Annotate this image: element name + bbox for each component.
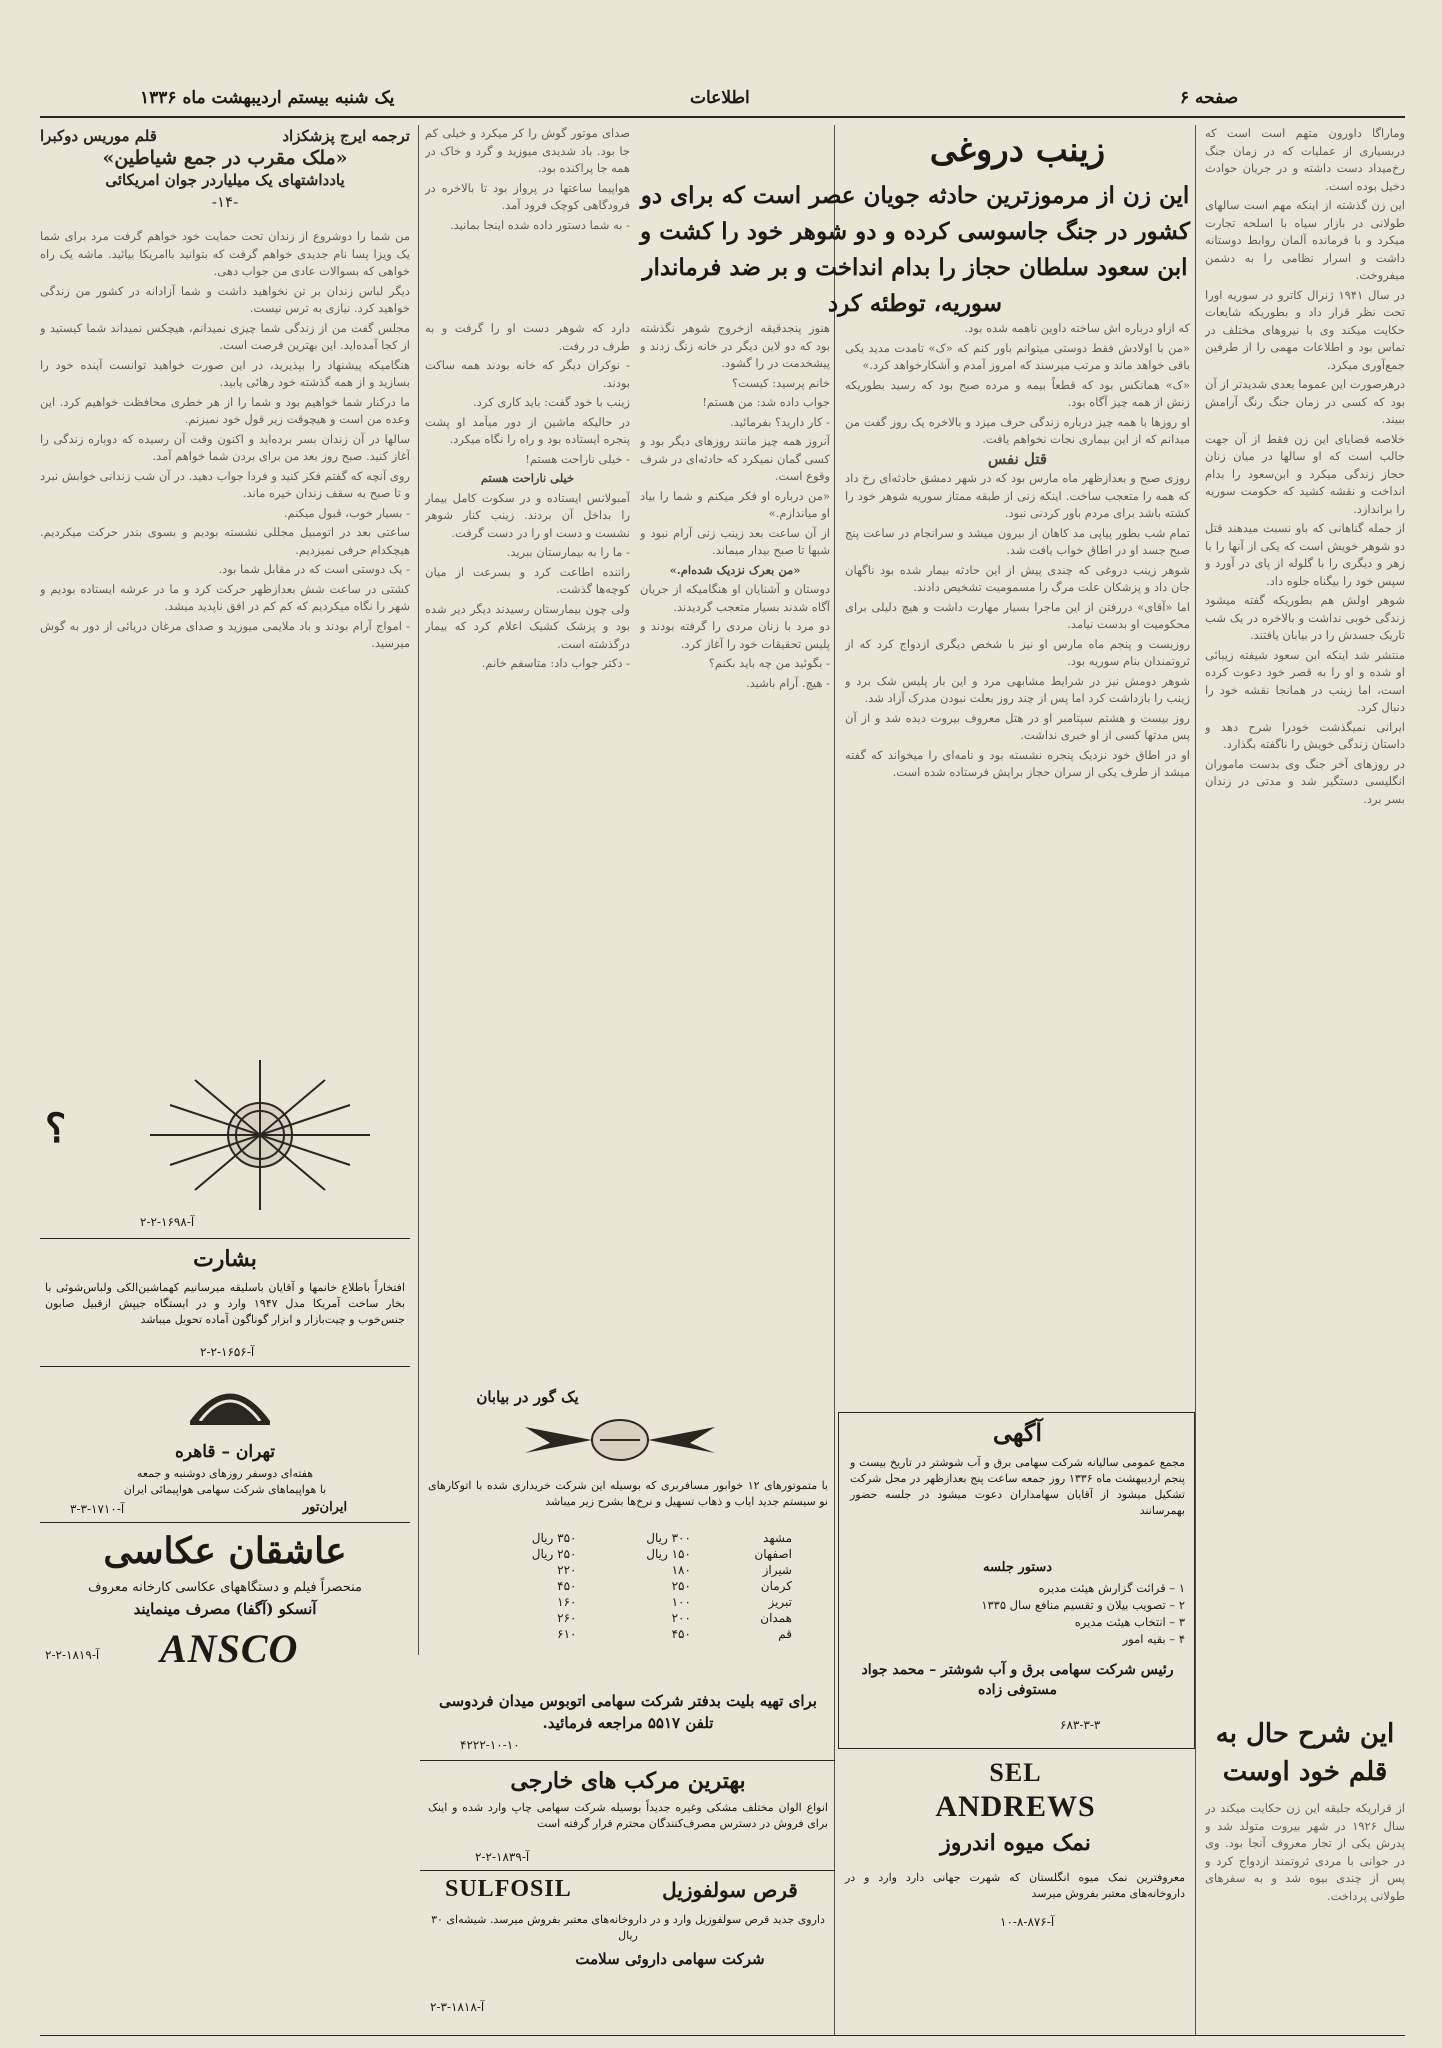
sulfosil-body: داروی جدید قرص سولفوزیل وارد و در داروخانه‌های معتبر بفروش میرسد. شیشه‌ای ۳۰ ریال xyxy=(431,1913,825,1942)
foreign-drinks-title: بهترین مرکب های خارجی xyxy=(510,1768,746,1794)
route-car-fare: ۱۰۰ xyxy=(671,1595,691,1609)
issue-date: یک شنبه بیستم اردیبهشت ماه ۱۳۳۶ xyxy=(140,88,395,108)
basharat-title: بشارت xyxy=(193,1246,257,1272)
route-city: تبریز xyxy=(768,1595,792,1609)
route-car-fare: ۱۸۰ xyxy=(671,1563,691,1577)
feature-column-left: دارد که شوهر دست او را گرفت و به طرف در رفت. - نوکران دیگر که خانه بودند همه ساکت بودند. زینب با خود گفت: باید کاری کرد. در حالیکه ماشین از دور میآمد او پشت پنجره ایستاده بود و راه را نگاه میکرد. - خیلی ناراحت هستم! خیلی ناراحت هستم آمبولانس ایستاده و در سکوت کامل بیمار را بداخل آن بردند. زینب کنار شوهر نشست و دست او را در دست گرفت. - ما را به بیمارستان ببرید. راننده اطاعت کرد و بسرعت از میان کوچه‌ها گذشت. ولی چون بیمارستان رسیدند دیگر دیر شده بود و پزشک کشیک اعلام کرد که بیمار درگذشته است. - دکتر جواب داد: متاسفم خانم. xyxy=(425,321,630,670)
route-bus-fare: ۲۶۰ xyxy=(557,1611,577,1625)
section-heading-grave: یک گور در بیابان xyxy=(476,1388,579,1406)
serial-author: قلم موریس دوکبرا xyxy=(40,127,157,145)
sulfosil-title-fa: قرص سولفوزیل xyxy=(662,1878,798,1902)
airline-code: ۴۲۲۲-۱۰-۱۰ xyxy=(460,1738,520,1752)
serial-title: «ملک مقرب در جمع شیاطین» xyxy=(102,147,348,169)
route-city: مشهد xyxy=(763,1531,792,1545)
tehran-cairo-code: آ-۱۷۱۰-۳-۳ xyxy=(70,1502,125,1516)
route-bus-fare: ۴۵۰ xyxy=(557,1579,577,1593)
route-car-fare: ۲۵۰ xyxy=(671,1579,691,1593)
agahi-signature: رئیس شرکت سهامی برق و آب شوشتر – محمد جواد مستوفی زاده xyxy=(861,1662,1174,1698)
route-bus-fare: ۱۶۰ xyxy=(557,1595,577,1609)
ansco-title: عاشقان عکاسی xyxy=(103,1530,347,1572)
route-row xyxy=(470,1610,800,1626)
tehran-cairo-line2: با هواپیماهای شرکت سهامی هواپیمائی ایران xyxy=(123,1483,327,1496)
serial-body: من شما را دوشروع از زندان تحت حمایت خود خواهم گرفت مرد برای شما یک ویزا پسا نام جدیدی خواهم گرفت که بتوانید باامریکا بیائید. ماشه یک راه خواهی که بسوالات عادی من جواب دهی. دیگر لباس زندان بر تن نخواهید داشت و شما آزادانه در کشور من زندگی خواهید کرد. نیازی به ترس نیست. مجلس گفت من از زندگی شما چیزی نمیدانم، هیچکس نمیداند شما کیستید و از کجا آمده‌اید. این بهترین فرصت است. هنگامیکه پیشنهاد را بپذیرید، در این صورت خواهید توانست آینده خود را بسازید و از همه گذشته خود رهائی یابید. ما درکنار شما خواهیم بود و شما را از هر خطری محافظت خواهیم کرد. این وعده من است و هیچوقت زیر قول خود نمیزنم. سالها در آن زندان بسر برده‌اید و اکنون وقت آن رسیده که دوباره زندگی را آغاز کنید. صبح روز بعد من برای بردن شما خواهم آمد. روی آنچه که گفتم فکر کنید و فردا جواب دهید. در آن شب زندانی خوابش نبرد و تا صبح به سقف زندان خیره ماند. - بسیار خوب، قبول میکنم. ساعتی بعد در اتومبیل مجللی نشسته بودیم و بسوی بندر حرکت میکردیم. هیچکدام حرفی نمیزدیم. - یک دوستی است که در مقابل شما بود. کشتی در ساعت شش بعدازظهر حرکت کرد و ما در عرشه ایستاده بودیم و شهر را نگاه میکردیم که کم کم در افق ناپدید میشد. - امواج آرام بودند و باد ملایمی میوزید و صدای مرغان دریائی از دور به گوش میرسید. xyxy=(40,229,410,650)
side-column-continued: از قراریکه جلیقه این زن حکایت میکند در سال ۱۹۲۶ در شهر بیروت متولد شد و پدرش یکی از تجار معروف آنجا بود. وی در جوانی با مردی ثروتمند ازدواج کرد و پس از چندی بیوه شد و به سفرهای طولانی پرداخت. xyxy=(1205,1801,1405,1903)
tehran-cairo-line1: هفته‌ای دوسفر روزهای دوشنبه و جمعه xyxy=(136,1467,314,1480)
sun-emblem-icon xyxy=(110,1055,410,1215)
route-city: قم xyxy=(778,1627,792,1641)
page-label: صفحه ۶ xyxy=(1180,88,1239,108)
ad-code: آ-۱۶۹۸-۲-۲ xyxy=(140,1215,195,1229)
column-divider xyxy=(418,125,419,1655)
agahi-agenda-item: ۱ – قرائت گزارش هیئت مدیره xyxy=(1038,1581,1185,1595)
route-row xyxy=(470,1626,800,1642)
masthead-rule xyxy=(40,116,1405,118)
serial-header xyxy=(40,125,410,220)
ansco-brand: ANSCO xyxy=(160,1626,299,1671)
andrews-en-line2: ANDREWS xyxy=(935,1790,1096,1823)
sulfosil-code: آ-۱۸۱۸-۳-۲ xyxy=(430,2000,485,2014)
column-divider xyxy=(1195,125,1196,2035)
route-city: کرمان xyxy=(760,1579,792,1593)
route-row xyxy=(470,1594,800,1610)
paper-name: اطلاعات xyxy=(690,88,750,108)
section-heading-murder: قتل نفس xyxy=(987,449,1048,468)
serial-translator: ترجمه ایرج پزشکزاد xyxy=(282,127,410,145)
agahi-agenda-item: ۳ – انتخاب هیئت مدیره xyxy=(1074,1615,1185,1629)
route-car-fare: ۳۰۰ ریال xyxy=(646,1531,691,1545)
airline-routes-table xyxy=(470,1530,800,1642)
basharat-code: آ-۱۶۵۶-۲-۲ xyxy=(200,1345,255,1359)
winged-logo-icon xyxy=(520,1415,720,1465)
route-bus-fare: ۲۵۰ ریال xyxy=(531,1547,577,1561)
airplane-logo-icon xyxy=(185,1376,275,1436)
feature-column-right: که ازاو درباره اش ساخته داوین ناهمه شده بود. «من با اولادش فقط دوستی میتوانم باور کنم که «ک» تامدت مدید یکی باقی خواهد ماند و مرتب میرسند که امروز آمدم و آشکارخواهد کرد.» «ک» همانکس بود که قطعاً بیمه و مرده صبح بود که رسید بطوریکه زنش از همه چیز آگاه بود. او روزها با همه چیز درباره زندگی حرف میزد و بالاخره یک روز گفت من میدانم که از این بیماری نجات نخواهم یافت. قتل نفس روزی صبح و بعدازظهر ماه مارس بود که در شهر دمشق حادثه‌ای رخ داد که همه را متعجب ساخت. اینکه زنی از طبقه ممتاز سوریه شوهر خود را کشته باشد برای مردم باور کردنی نبود. تمام شب بطور پیاپی مد کاهان از بیرون میشد و سرانجام در ساعت پنج صبح جسد او در اطاق خواب یافت شد. شوهر زینب دروغی که چندی پیش از این حادثه بیمار شده بود ناگهان جان داد و پزشکان علت مرگ را مسمومیت تشخیص دادند. اما «آقای» دررفتن از این ماجرا بسیار مهارت داشت و هیچ دلیلی برای محکومیت او بدست نیامد. روزیست و پنجم ماه مارس او نیز با شخص دیگری ازدواج کرد که از ثروتمندان بنام سوریه بود. شوهر دومش نیز در شرایط مشابهی مرد و این بار پلیس شک برد و زینب را بازداشت کرد اما پس از چند روز بعلت نبودن مدرک آزاد شد. روز بیست و هشتم سپتامبر او در هتل معروف بیروت دیده شد و از آن پس مدتها کسی از او خبری نداشت. او در اطاق خود نزدیک پنجره نشسته بود و نامه‌ای را میخواند که گفته میشد از طرف یکی از سران حجاز برایش فرستاده شده است. xyxy=(845,321,1190,779)
route-bus-fare: ۲۲۰ xyxy=(557,1563,577,1577)
foreign-drinks-code: آ-۱۸۳۹-۲-۲ xyxy=(475,1850,530,1864)
route-row xyxy=(470,1546,800,1562)
andrews-body: معروفترین نمک میوه انگلستان که شهرت جهانی دارد وارد و در داروخانه‌های معتبر بفروش میرسد xyxy=(845,1871,1185,1900)
andrews-code: آ-۸۷۶-۸-۱۰ xyxy=(1000,1915,1055,1929)
airline-intro: با متموتورهای ۱۲ خوابور مسافربری که بوسیله این شرکت خریداری شده با اتوکارهای نو سیستم جدید ایاب و ذهاب تسهیل و نرخ‌ها بشرح زیر میباشد xyxy=(428,1479,828,1508)
side-column-heading: این شرح حال به قلم خود اوست xyxy=(1215,1719,1395,1787)
feature-column-middle: هنوز پنجدقیقه ازخروج شوهر نگذشته بود که دو لاین دیگر در خانه زنگ زدند و پیشخدمت در را گشود. خانم پرسید: کیست؟ جواب داده شد: من هستم! - کار دارید؟ بفرمائید. آنروز همه چیز مانند روزهای دیگر بود و کسی گمان نمیکرد که حادثه‌ای در شرف وقوع است. «من درباره او فکر میکنم و شما را بیاد او میاندازم.» از آن ساعت بعد زینب زنی آرام نبود و شبها تا صبح بیدار میماند. «من بعرک نزدیک شده‌ام.» دوستان و آشنایان او هنگامیکه از جریان آگاه شدند بسیار متعجب گردیدند. دو مرد با زنان مردی را گرفته بودند و پلیس تحقیقات خود را آغاز کرد. - بگوئید من چه باید بکنم؟ - هیچ. آرام باشید. xyxy=(640,321,830,690)
ansco-line1: منحصراً فیلم و دستگاههای عکاسی کارخانه معروف xyxy=(87,1580,363,1595)
agahi-agenda xyxy=(850,1580,1185,1648)
andrews-en-line1: SEL xyxy=(989,1758,1042,1787)
side-column-text: وماراگا داورون متهم است است که دربسیاری از عملیات که در زمان جنگ رخ‌میداد دست داشته و در جریان حوادث دخیل بوده است. این زن گذشته از اینکه مهم است سالهای طولانی در بازار سیاه با اسلحه تجارت میکرد و با فرمانده آلمان روابط دوستانه داشت و اسرار نظامی را به دشمن میفروخت. در سال ۱۹۴۱ ژنرال کاترو در سوریه اورا تحت نظر قرار داد و بطوریکه شایعات حکایت میکند وی با نیروهای مختلف در تماس بود و اطلاعات مهمی را از طرفین جمع‌آوری میکرد. درهرصورت این عموما بعدی شدیدتر از آن بود که کسی در زمان جنگ رنگ آرامش ببیند. خلاصه قضایای این زن فقط از آن جهت جالب است که او سالها در میان زنان حجاز زندگی میکرد و ابن‌سعود را بدام انداخت و نقشه کشید که حکومت سوریه را براندازد. از جمله گناهانی که باو نسبت میدهند قتل دو شوهر خویش است که یکی از آنها را با زهر و دیگری را با گلوله از پای در آورد و سپس خود را بیگناه جلوه داد. شوهر اولش هم بطوریکه گفته میشود زندگی خوبی نداشت و بالاخره در یک شب تاریک جسدش را در بیابان یافتند. منتشر شد اینکه ابن سعود شیفته زیبائی او شده و او را به قصر خود دعوت کرده است، اما زینب در همانجا نقشه خود را دنبال کرد. ایرانی نمیگذشت خودرا شرح دهد و داستان زندگی خویش را ناگفته بگذارد. در روزهای آخر جنگ وی بدست ماموران انگلیسی دستگیر شد و مدتی در زندان بسر برد. xyxy=(1205,126,1405,806)
route-row xyxy=(470,1578,800,1594)
route-city: همدان xyxy=(760,1611,792,1625)
agahi-code: ۶۸۳-۳-۳ xyxy=(1060,1718,1101,1732)
route-bus-fare: ۳۵۰ ریال xyxy=(531,1531,577,1545)
route-city: شیراز xyxy=(762,1563,792,1577)
agahi-title: آگهی xyxy=(992,1418,1043,1447)
feature-subtitle: این زن از مرموزترین حادثه جویان عصر است که برای دو کشور در جنگ جاسوسی کرده و دو شوهر خود را کشت و ابن سعود سلطان حجاز را بدام انداخت و بر ضد فرماندار سوریه، توطئه کرد xyxy=(640,182,1190,317)
agahi-agenda-title: دستور جلسه xyxy=(982,1560,1053,1575)
serial-subtitle: یادداشتهای یک میلیاردر جوان امریکائی xyxy=(105,171,345,189)
section-heading-uneasy: خیلی ناراحت هستم xyxy=(480,471,575,485)
ansco-line2: آنسکو (آگفا) مصرف مینمایند xyxy=(133,1600,317,1618)
route-city: اصفهان xyxy=(754,1547,792,1561)
route-car-fare: ۱۵۰ ریال xyxy=(646,1547,691,1561)
serial-continued: صدای موتور گوش را کر میکرد و خیلی کم جا بود. باد شدیدی میوزید و گرد و خاک در همه جا پراکنده بود. هواپیما ساعتها در پرواز بود تا بالاخره در فرودگاهی کوچک فرود آمد. - به شما دستور داده شده اینجا بمانید. xyxy=(425,126,630,232)
route-car-fare: ۲۰۰ xyxy=(671,1611,691,1625)
route-car-fare: ۴۵۰ xyxy=(671,1627,691,1641)
ansco-code: آ-۱۸۱۹-۲-۲ xyxy=(45,1648,100,1662)
andrews-title-fa: نمک میوه اندروز xyxy=(940,1830,1091,1856)
tehran-cairo-brand: ایران‌تور xyxy=(302,1500,348,1515)
agahi-body: مجمع عمومی سالیانه شرکت سهامی برق و آب شوشتر در تاریخ بیست و پنجم اردیبهشت ماه ۱۳۳۶ روز جمعه ساعت پنج بعدازظهر در محل شرکت تشکیل میشود از آقایان سهامداران دعوت میشود در جلسه حضور بهمرسانند xyxy=(850,1456,1185,1517)
serial-installment: -۱۴- xyxy=(211,193,239,211)
sulfosil-title-en: SULFOSIL xyxy=(445,1876,572,1902)
airline-cta: برای تهیه بلیت بدفتر شرکت سهامی اتوبوس میدان فردوسی تلفن ۵۵۱۷ مراجعه فرمائید. xyxy=(439,1692,817,1732)
feature-quote: «من بعرک نزدیک شده‌ام.» xyxy=(669,562,801,577)
basharat-body: افتخاراً باطلاع خانمها و آقایان باسلیقه میرسانیم کهماشین‌الکی ولباس‌شوئی با بخار ساخت آمریکا مدل ۱۹۴۷ وارد و در ایستگاه جیپش ازقبیل صابون جنس‌خوب و چیت‌بازار و ابزار گوناگون آماده تحویل میباشد xyxy=(45,1281,405,1326)
agahi-agenda-item: ۴ – بقیه امور xyxy=(1122,1632,1185,1646)
sulfosil-company: شرکت سهامی داروئی سلامت xyxy=(575,1950,765,1968)
route-bus-fare: ۶۱۰ xyxy=(557,1627,577,1641)
route-row xyxy=(470,1562,800,1578)
feature-title: زینب دروغی xyxy=(929,130,1106,170)
question-mark-icon: ؟ xyxy=(45,1105,67,1152)
foreign-drinks-body: انواع الوان مختلف مشکی وغیره جدیداً بوسیله شرکت سهامی چاپ وارد شده و اینک برای فروش در دسترس مصرف‌کنندگان محترم قرار گرفته است xyxy=(428,1801,828,1830)
tehran-cairo-title: تهران – قاهره xyxy=(174,1442,276,1462)
column-divider xyxy=(834,125,835,2035)
route-row xyxy=(470,1530,800,1546)
agahi-agenda-item: ۲ – تصویب بیلان و تقسیم منافع سال ۱۳۳۵ xyxy=(981,1598,1185,1612)
